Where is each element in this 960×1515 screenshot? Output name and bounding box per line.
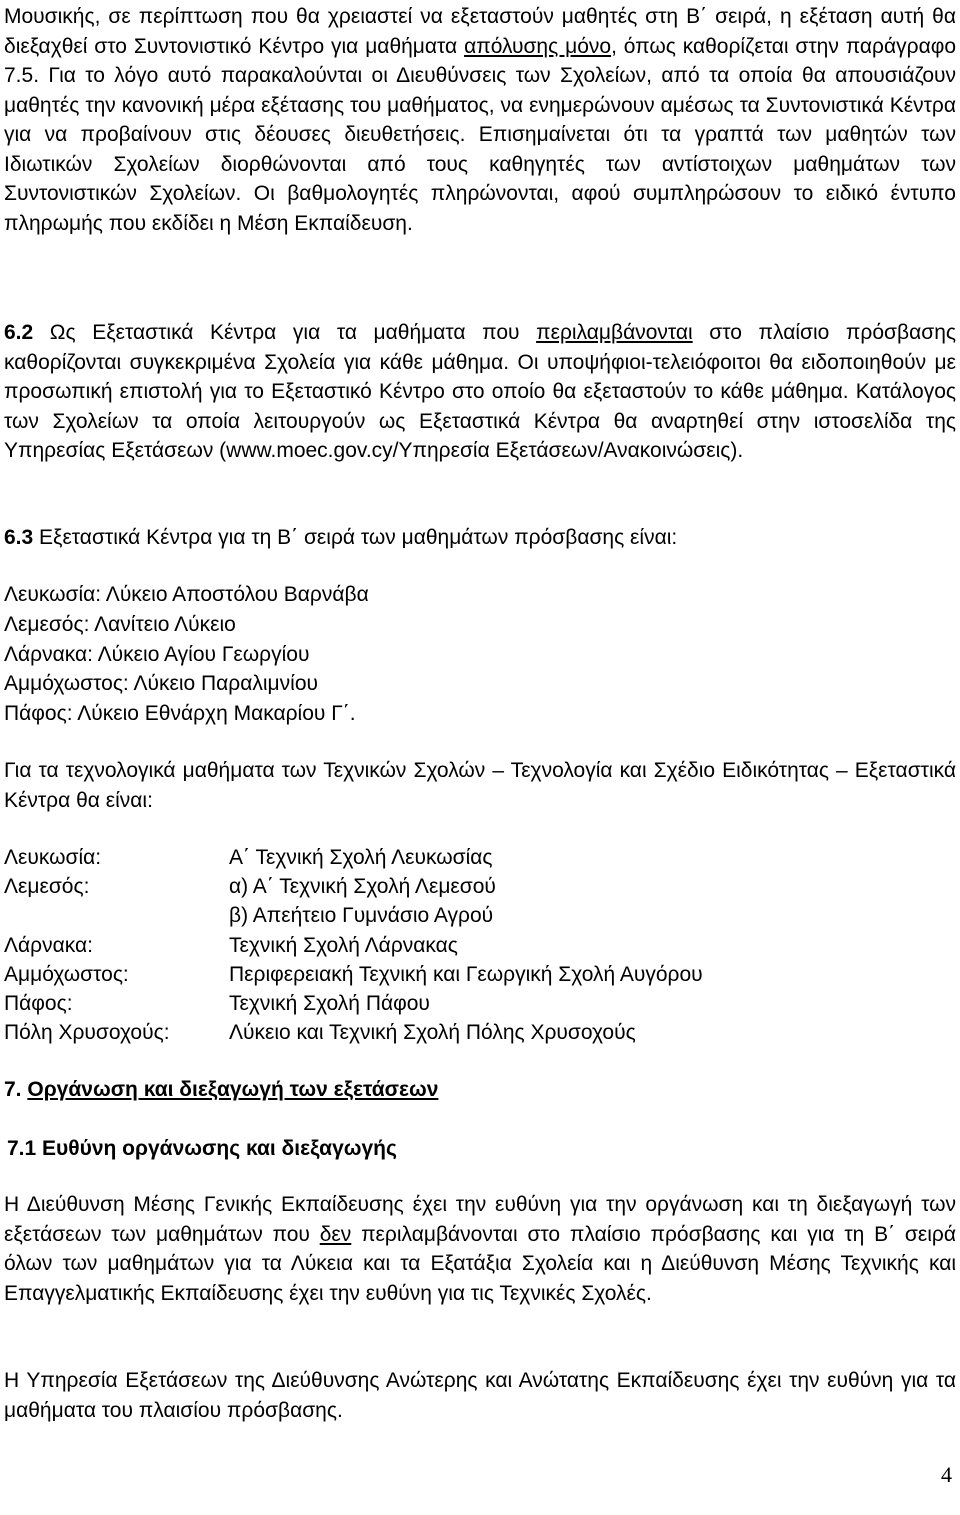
- city-cell: Πάφος:: [4, 992, 73, 1016]
- table-row: [4, 989, 703, 1018]
- table-row: [4, 843, 703, 872]
- section-7-heading: [4, 1075, 438, 1104]
- section-7-title: Οργάνωση και διεξαγωγή των εξετάσεων: [27, 1078, 439, 1101]
- intro-text-part-1: Μουσικής, σε περίπτωση που θα χρειαστεί να εξεταστούν μαθητές στη Β΄ σειρά, η εξέταση αυτή θα διεξαχθεί στο Συντονιστικό Κέντρο για μαθήματα: [4, 5, 956, 58]
- table-row: [4, 1018, 703, 1047]
- centre-item: Αμμόχωστος: Λύκειο Παραλιμνίου: [4, 672, 318, 696]
- city-cell: Λάρνακα:: [4, 933, 93, 957]
- intro-underlined-text: απόλυσης μόνο: [464, 34, 612, 58]
- school-cell: Α΄ Τεχνική Σχολή Λευκωσίας: [229, 846, 493, 869]
- section-7-1-text-part-2: περιλαμβάνονται στο πλαίσιο πρόσβασης και για τη Β΄ σειρά όλων των μαθημάτων για τα Λύκεια και τα Εξατάξια Σχολεία και η Διεύθυνση Μέσης Τεχνικής και Επαγγελματικής Εκπαίδευσης έχει την ευθύνη για τις Τεχνικές Σχολές.: [4, 1222, 956, 1305]
- centre-item: Λευκωσία: Λύκειο Αποστόλου Βαρνάβα: [4, 583, 369, 606]
- intro-paragraph: [4, 2, 956, 238]
- centre-item: Λάρνακα: Λύκειο Αγίου Γεωργίου: [4, 642, 310, 666]
- section-7-1-text-part-1: Η Διεύθυνση Μέσης Γενικής Εκπαίδευσης έχει την ευθύνη για την οργάνωση και τη διεξαγωγή των εξετάσεων των μαθημάτων που: [4, 1193, 956, 1246]
- section-6-2-text-part-2: στο πλαίσιο πρόσβασης καθορίζονται συγκεκριμένα Σχολεία για κάθε μάθημα. Οι υποψήφιοι-τελειόφοιτοι θα ειδοποιηθούν με προσωπική επιστολή για το Εξεταστικό Κέντρο στο οποίο θα εξεταστούν το κάθε μάθημα. Κατάλογος των Σχολείων τα οποία λειτουργούν ως Εξεταστικά Κέντρα θα αναρτηθεί στην ιστοσελίδα της Υπηρεσίας Εξετάσεων (www.moec.gov.cy/Υπηρεσία Εξετάσεων/Ανακοινώσεις).: [4, 321, 956, 462]
- section-7-number: 7.: [4, 1078, 28, 1101]
- section-6-2-text-part-1: Ως Εξεταστικά Κέντρα για τα μαθήματα που: [33, 321, 537, 344]
- school-cell: Τεχνική Σχολή Λάρνακας: [229, 933, 458, 957]
- section-6-3-number: 6.3: [4, 526, 34, 549]
- centre-item: Πάφος: Λύκειο Εθνάρχη Μακαρίου Γ΄.: [4, 702, 356, 726]
- section-7-1-paragraph-1: [4, 1190, 956, 1308]
- centres-list: [4, 580, 369, 729]
- intro-text-part-2: , όπως καθορίζεται στην παράγραφο 7.5. Για το λόγο αυτό παρακαλούνται οι Διευθύνσεις των Σχολείων, από τα οποία θα απουσιάζουν μαθητές την κανονική μέρα εξέτασης του μαθήματος, να ενημερώνουν αμέσως τα Συντονιστικά Κέντρα για να προβαίνουν στις δέουσες διευθετήσεις. Επισημαίνεται ότι τα γραπτά των μαθητών των Ιδιωτικών Σχολείων διορθώνονται από τους καθηγητές των αντίστοιχων μαθημάτων των Συντονιστικών Σχολείων. Οι βαθμολογητές πληρώνονται, αφού συμπληρώσουν το ειδικό έντυπο πληρωμής που εκδίδει η Μέση Εκπαίδευση.: [4, 34, 957, 235]
- section-7-1-underlined-text: δεν: [319, 1222, 352, 1246]
- section-6-2-number: 6.2: [4, 321, 34, 344]
- city-cell: Λεμεσός:: [4, 875, 90, 899]
- school-cell: Περιφερειακή Τεχνική και Γεωργική Σχολή Αυγόρου: [229, 962, 703, 986]
- section-6-2-underlined-text: περιλαμβάνονται: [536, 321, 693, 344]
- table-row: [4, 931, 703, 960]
- city-cell: Πόλη Χρυσοχούς:: [4, 1021, 170, 1045]
- school-cell: Τεχνική Σχολή Πάφου: [229, 992, 430, 1016]
- section-6-2-paragraph: [4, 318, 956, 466]
- page-number: 4: [941, 1462, 952, 1487]
- section-6-3-text: Εξεταστικά Κέντρα για τη Β΄ σειρά των μαθημάτων πρόσβασης είναι:: [33, 526, 678, 549]
- school-cell: β) Απεήτειο Γυμνάσιο Αγρού: [229, 904, 494, 928]
- school-cell: Λύκειο και Τεχνική Σχολή Πόλης Χρυσοχούς: [229, 1021, 636, 1045]
- section-7-1-paragraph-2: Η Υπηρεσία Εξετάσεων της Διεύθυνσης Ανώτερης και Ανώτατης Εκπαίδευσης έχει την ευθύνη για τα μαθήματα του πλαισίου πρόσβασης.: [4, 1369, 956, 1422]
- section-6-3-paragraph: [4, 523, 956, 553]
- centre-item: Λεμεσός: Λανίτειο Λύκειο: [4, 612, 236, 636]
- tech-intro-paragraph: Για τα τεχνολογικά μαθήματα των Τεχνικών Σχολών – Τεχνολογία και Σχέδιο Ειδικότητας – Εξεταστικά Κέντρα θα είναι:: [4, 759, 956, 812]
- table-row: [4, 872, 703, 901]
- school-cell: α) Α΄ Τεχνική Σχολή Λεμεσού: [229, 875, 496, 899]
- table-row: [4, 960, 703, 989]
- city-cell: Αμμόχωστος:: [4, 962, 129, 986]
- tech-centres-table: [4, 843, 703, 1047]
- section-7-1-heading: 7.1 Ευθύνη οργάνωσης και διεξαγωγής: [7, 1137, 397, 1160]
- city-cell: Λευκωσία:: [4, 846, 102, 869]
- city-cell: [4, 901, 229, 930]
- table-row: [4, 901, 703, 930]
